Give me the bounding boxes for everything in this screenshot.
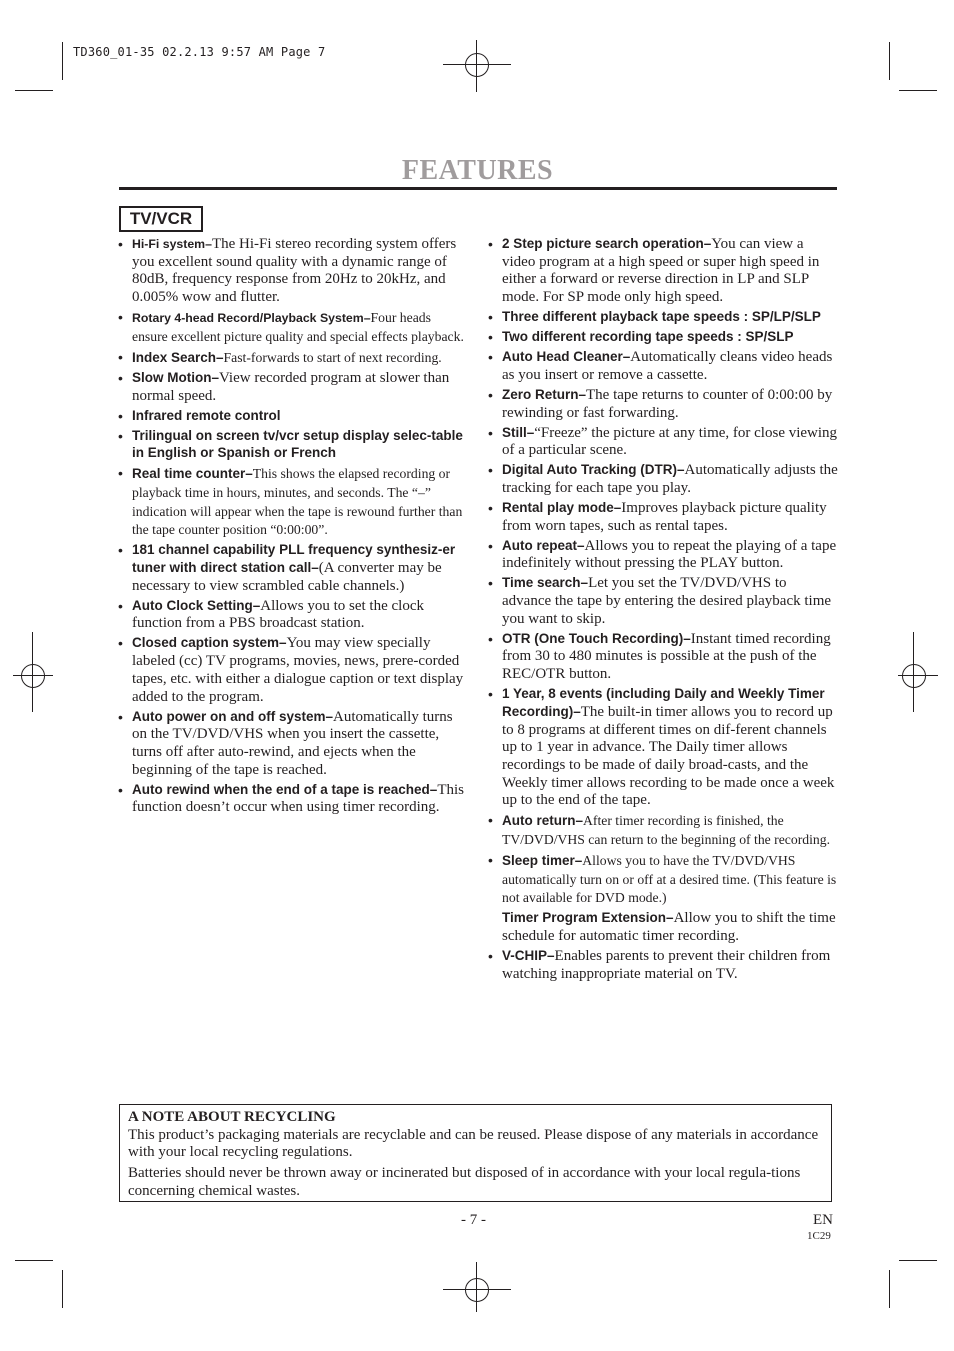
crop-mark: [899, 1260, 937, 1261]
section-label-tv-vcr: TV/VCR: [119, 206, 203, 232]
feature-item: [118, 370, 468, 405]
feature-label: V-CHIP–: [502, 948, 555, 964]
feature-description: Fast-forwards to start of next recording.: [223, 349, 442, 365]
feature-label: Real time counter–: [132, 466, 253, 482]
feature-label: Timer Program Extension–: [502, 910, 674, 926]
feature-label: Infrared remote control: [132, 407, 281, 423]
feature-item: [488, 575, 838, 628]
bullet-icon: •: [488, 386, 493, 403]
recycling-note-paragraph: This product’s packaging materials are recyclable and can be reused. Please dispose of any materials in accordance with your local recycling regulations.: [128, 1126, 819, 1161]
bullet-icon: •: [488, 948, 493, 965]
feature-item: [488, 538, 838, 573]
feature-description: Enables parents to prevent their children from watching inappropriate material on TV.: [502, 948, 831, 982]
feature-label: Still–: [502, 424, 535, 440]
feature-item: [118, 428, 468, 463]
feature-item: [488, 948, 838, 983]
bullet-icon: •: [488, 812, 493, 829]
crop-mark: [62, 42, 63, 80]
feature-label: Hi-Fi system–: [132, 237, 212, 251]
feature-label: Time search–: [502, 575, 589, 591]
page-title: FEATURES: [401, 155, 554, 186]
recycling-note-paragraph: Batteries should never be thrown away or incinerated but disposed of in accordance with your local regula-tions concerning chemical wastes.: [128, 1165, 801, 1199]
feature-item: [118, 542, 468, 595]
feature-item: [488, 500, 838, 535]
crop-mark: [62, 1270, 63, 1308]
feature-item: [488, 462, 838, 497]
feature-item: [118, 598, 468, 633]
feature-item: [488, 349, 838, 384]
feature-label: Digital Auto Tracking (DTR)–: [502, 462, 685, 478]
feature-item: [118, 309, 468, 346]
crop-mark: [899, 90, 937, 91]
features-right-column: [488, 236, 838, 986]
bullet-icon: •: [488, 236, 493, 252]
feature-description: After timer recording is finished, the TV/DVD/VHS can return to the beginning of the recording.: [502, 813, 831, 848]
feature-item: [118, 349, 468, 368]
feature-description: Allows you to set the clock function from a PBS broadcast station.: [132, 597, 424, 632]
feature-item: [488, 686, 838, 810]
feature-item: [488, 631, 838, 684]
crop-mark: [889, 1270, 890, 1308]
bullet-icon: •: [118, 427, 123, 444]
bullet-icon: •: [118, 708, 123, 725]
bullet-icon: •: [118, 597, 123, 614]
feature-label: Three different playback tape speeds : SP/LP/SLP: [502, 309, 821, 325]
feature-description: View recorded program at slower than normal speed.: [132, 369, 450, 404]
feature-item: [488, 309, 838, 327]
recycling-note-box: [119, 1104, 832, 1202]
page-number: - 7 -: [461, 1212, 486, 1228]
feature-label: Auto return–: [502, 813, 583, 829]
language-code: EN: [813, 1212, 833, 1228]
feature-label: Closed caption system–: [132, 635, 287, 651]
model-code: 1C29: [807, 1230, 831, 1242]
feature-label: 181 channel capability PLL frequency synthesiz-er tuner with direct station call–: [132, 542, 456, 576]
crop-mark: [889, 42, 890, 80]
feature-label: Auto Head Cleaner–: [502, 349, 631, 365]
recycling-note-title: A NOTE ABOUT RECYCLING: [128, 1109, 336, 1125]
bullet-icon: •: [488, 537, 493, 554]
feature-label: Trilingual on screen tv/vcr setup display selec-table in English or Spanish or French: [132, 427, 463, 461]
bullet-icon: •: [488, 575, 493, 592]
feature-label: Rotary 4-head Record/Playback System–: [132, 311, 371, 326]
bullet-icon: •: [118, 236, 123, 252]
bullet-icon: •: [488, 462, 493, 479]
feature-label: 2 Step picture search operation–: [502, 236, 712, 251]
crop-mark: [15, 90, 53, 91]
feature-label: Auto rewind when the end of a tape is reached–: [132, 781, 438, 797]
feature-description: The Hi-Fi stereo recording system offers you excellent sound quality with a dynamic range of 80dB, frequency response from 20Hz to 20kHz, and 0.005% wow and flutter.: [132, 236, 457, 306]
bullet-icon: •: [118, 309, 123, 326]
feature-description: Allows you to have the TV/DVD/VHS automatically turn on or off at a desired time. (This feature is not available for DVD mode.): [502, 853, 837, 906]
feature-item: [488, 852, 838, 908]
feature-label: Auto power on and off system–: [132, 708, 334, 724]
feature-description: The tape returns to counter of 0:00:00 by rewinding or fast forwarding.: [502, 386, 833, 421]
print-slug: TD360_01-35 02.2.13 9:57 AM Page 7: [73, 45, 326, 59]
feature-description: “Freeze” the picture at any time, for close viewing of a particular scene.: [502, 424, 838, 459]
bullet-icon: •: [488, 309, 493, 326]
feature-label: Slow Motion–: [132, 369, 219, 385]
feature-item: [118, 236, 468, 307]
feature-description: Automatically turns on the TV/DVD/VHS when you insert the cassette, turns off after auto-rewind, and ejects when the beginning of the tape is reached.: [132, 708, 453, 778]
feature-description: Instant timed recording from 30 to 480 minutes is possible at the push of the REC/OTR button.: [502, 630, 831, 683]
feature-label: Rental play mode–: [502, 499, 622, 515]
feature-label: 1 Year, 8 events (including Daily and Weekly Timer Recording)–: [502, 686, 825, 719]
feature-label: Sleep timer–: [502, 853, 583, 869]
feature-item: [488, 387, 838, 422]
bullet-icon: •: [488, 499, 493, 516]
feature-description: Automatically cleans video heads as you insert or remove a cassette.: [502, 349, 833, 383]
feature-description: You may view specially labeled (cc) TV programs, movies, news, prere-corded tapes, etc. with either a dialogue caption or text display added to the program.: [132, 635, 464, 705]
feature-label: Auto repeat–: [502, 537, 585, 553]
feature-description: The built-in timer allows you to record up to 8 programs at different times on dif-ferent channels up to 1 year in advance. The Daily timer allows recordings to be made of daily broad-casts, and the Weekly timer allows recording to be made once a week up to the end of the tape.: [502, 703, 835, 809]
bullet-icon: •: [118, 635, 123, 652]
feature-label: Auto Clock Setting–: [132, 597, 261, 613]
feature-item: [488, 236, 838, 307]
feature-description: This function doesn’t occur when using timer recording.: [132, 781, 464, 816]
bullet-icon: •: [118, 542, 123, 559]
title-underline: [119, 187, 837, 190]
feature-description: Automatically adjusts the tracking for each tape you play.: [502, 462, 838, 496]
feature-description: You can view a video program at a high speed or super high speed in either a forward or reverse direction in LP and SLP mode. For SP mode only high speed.: [502, 236, 820, 306]
feature-item: [488, 329, 838, 347]
bullet-icon: •: [118, 465, 123, 482]
bullet-icon: •: [118, 781, 123, 798]
bullet-icon: •: [118, 407, 123, 424]
feature-item: [118, 635, 468, 706]
feature-item: [118, 782, 468, 817]
bullet-icon: •: [488, 329, 493, 346]
bullet-icon: •: [118, 369, 123, 386]
feature-item: [118, 465, 468, 540]
bullet-icon: •: [488, 686, 493, 703]
feature-label: Zero Return–: [502, 386, 587, 402]
feature-item: [488, 425, 838, 460]
feature-description: Improves playback picture quality from worn tapes, such as rental tapes.: [502, 499, 827, 534]
feature-item: [488, 812, 838, 849]
feature-description: Let you set the TV/DVD/VHS to advance the tape by entering the desired playback time you want to skip.: [502, 575, 832, 627]
crop-mark: [15, 1260, 53, 1261]
feature-description: This shows the elapsed recording or playback time in hours, minutes, and seconds. The “–” indication will appear when the tape is rewound further than the tape counter position “0:00:00”.: [132, 466, 463, 538]
bullet-icon: •: [118, 348, 123, 365]
feature-label: OTR (One Touch Recording)–: [502, 630, 691, 646]
bullet-icon: •: [488, 852, 493, 869]
bullet-icon: •: [488, 630, 493, 647]
feature-description: Allow you to shift the time schedule for automatic timer recording.: [502, 910, 836, 945]
bullet-icon: •: [488, 424, 493, 441]
feature-description: Allows you to repeat the playing of a tape indefinitely without pressing the PLAY button.: [502, 537, 837, 572]
feature-description: (A converter may be necessary to view scrambled cable channels.): [132, 560, 442, 594]
bullet-icon: •: [488, 349, 493, 366]
feature-description: Four heads ensure excellent picture quality and special effects playback.: [132, 310, 464, 344]
feature-item: [118, 709, 468, 780]
feature-item: [118, 408, 468, 426]
feature-item: [488, 910, 838, 945]
feature-label: Index Search–: [132, 349, 224, 365]
feature-label: Two different recording tape speeds : SP/SLP: [502, 329, 794, 345]
features-left-column: [118, 236, 468, 819]
